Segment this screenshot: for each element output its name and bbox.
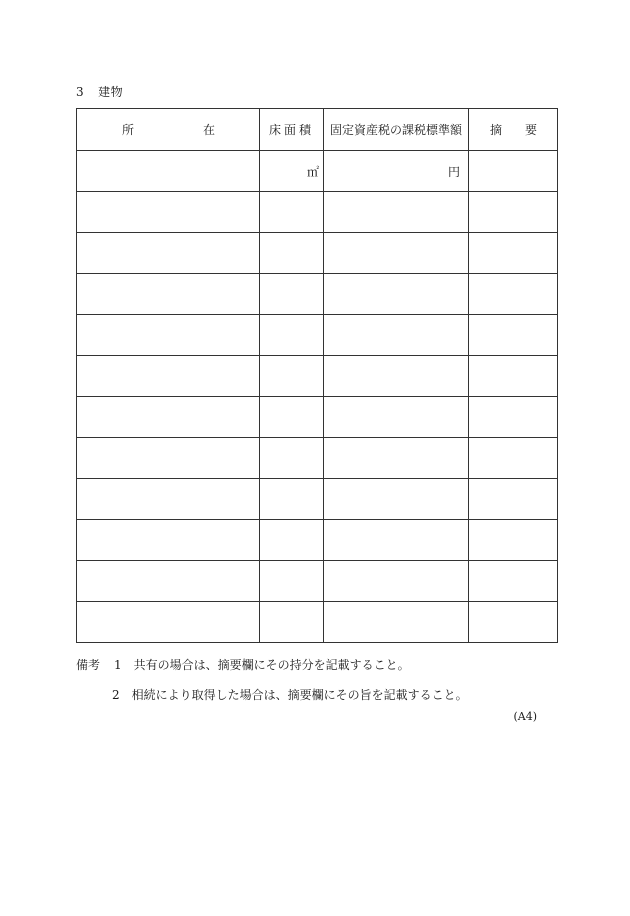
section-title xyxy=(76,83,123,100)
header-tax-value: 固定資産税の課税標準額 xyxy=(324,109,469,151)
tax-value-cell[interactable] xyxy=(324,151,469,192)
remarks-cell[interactable] xyxy=(469,151,558,192)
tax-value-cell[interactable] xyxy=(324,438,469,479)
remarks-cell[interactable] xyxy=(469,479,558,520)
remarks-cell[interactable] xyxy=(469,315,558,356)
floor-area-cell[interactable] xyxy=(260,274,324,315)
location-cell[interactable] xyxy=(77,151,260,192)
header-remarks-char2: 要 xyxy=(524,123,537,137)
header-row xyxy=(77,109,558,151)
tax-value-cell[interactable] xyxy=(324,274,469,315)
note-text: 共有の場合は、摘要欄にその持分を記載すること。 xyxy=(133,658,410,672)
location-cell[interactable] xyxy=(77,561,260,602)
table-row xyxy=(77,233,558,274)
location-cell[interactable] xyxy=(77,315,260,356)
remarks-cell[interactable] xyxy=(469,356,558,397)
tax-value-cell[interactable] xyxy=(324,561,469,602)
tax-value-cell[interactable] xyxy=(324,520,469,561)
remarks-cell[interactable] xyxy=(469,438,558,479)
remarks-cell[interactable] xyxy=(469,274,558,315)
header-floor-area: 床面積 xyxy=(260,109,324,151)
floor-area-cell[interactable] xyxy=(260,438,324,479)
table-row xyxy=(77,479,558,520)
note-item xyxy=(112,686,468,703)
location-cell[interactable] xyxy=(77,274,260,315)
tax-value-cell[interactable] xyxy=(324,602,469,643)
remarks-cell[interactable] xyxy=(469,233,558,274)
header-remarks-char1: 摘 xyxy=(490,123,503,137)
tax-value-cell[interactable] xyxy=(324,233,469,274)
table-row xyxy=(77,438,558,479)
notes-label: 備考 xyxy=(76,658,101,672)
note-text: 相続により取得した場合は、摘要欄にその旨を記載すること。 xyxy=(131,688,468,702)
header-location-char1: 所 xyxy=(122,123,135,137)
table-row xyxy=(77,602,558,643)
table-row xyxy=(77,192,558,233)
header-location xyxy=(77,109,260,151)
building-table xyxy=(76,108,558,643)
remarks-cell[interactable] xyxy=(469,192,558,233)
floor-area-cell[interactable] xyxy=(260,561,324,602)
floor-area-cell[interactable] xyxy=(260,520,324,561)
remarks-cell[interactable] xyxy=(469,520,558,561)
floor-area-cell[interactable] xyxy=(260,151,324,192)
floor-area-cell[interactable] xyxy=(260,233,324,274)
tax-value-cell[interactable] xyxy=(324,356,469,397)
section-number: 3 xyxy=(76,85,85,99)
floor-area-cell[interactable] xyxy=(260,315,324,356)
header-remarks xyxy=(469,109,558,151)
location-cell[interactable] xyxy=(77,520,260,561)
remarks-cell[interactable] xyxy=(469,561,558,602)
remarks-cell[interactable] xyxy=(469,602,558,643)
table-row xyxy=(77,315,558,356)
location-cell[interactable] xyxy=(77,602,260,643)
section-heading: 建物 xyxy=(98,85,124,99)
tax-value-cell[interactable] xyxy=(324,479,469,520)
floor-area-cell[interactable] xyxy=(260,356,324,397)
floor-area-cell[interactable] xyxy=(260,479,324,520)
note-number: 1 xyxy=(114,658,122,672)
location-cell[interactable] xyxy=(77,479,260,520)
tax-value-cell[interactable] xyxy=(324,315,469,356)
tax-value-cell[interactable] xyxy=(324,192,469,233)
location-cell[interactable] xyxy=(77,356,260,397)
location-cell[interactable] xyxy=(77,397,260,438)
table-row xyxy=(77,151,558,192)
header-location-char2: 在 xyxy=(202,123,215,137)
note-item xyxy=(76,656,410,673)
yen-unit: 円 xyxy=(447,164,460,179)
table-row xyxy=(77,274,558,315)
paper-size-label: (A4) xyxy=(513,710,537,723)
note-number: 2 xyxy=(112,688,120,702)
table-row xyxy=(77,561,558,602)
floor-area-cell[interactable] xyxy=(260,602,324,643)
location-cell[interactable] xyxy=(77,233,260,274)
table-row xyxy=(77,520,558,561)
location-cell[interactable] xyxy=(77,192,260,233)
table-row xyxy=(77,356,558,397)
remarks-cell[interactable] xyxy=(469,397,558,438)
tax-value-cell[interactable] xyxy=(324,397,469,438)
location-cell[interactable] xyxy=(77,438,260,479)
floor-area-cell[interactable] xyxy=(260,397,324,438)
floor-area-cell[interactable] xyxy=(260,192,324,233)
table-row xyxy=(77,397,558,438)
area-unit: ㎡ xyxy=(306,164,319,179)
